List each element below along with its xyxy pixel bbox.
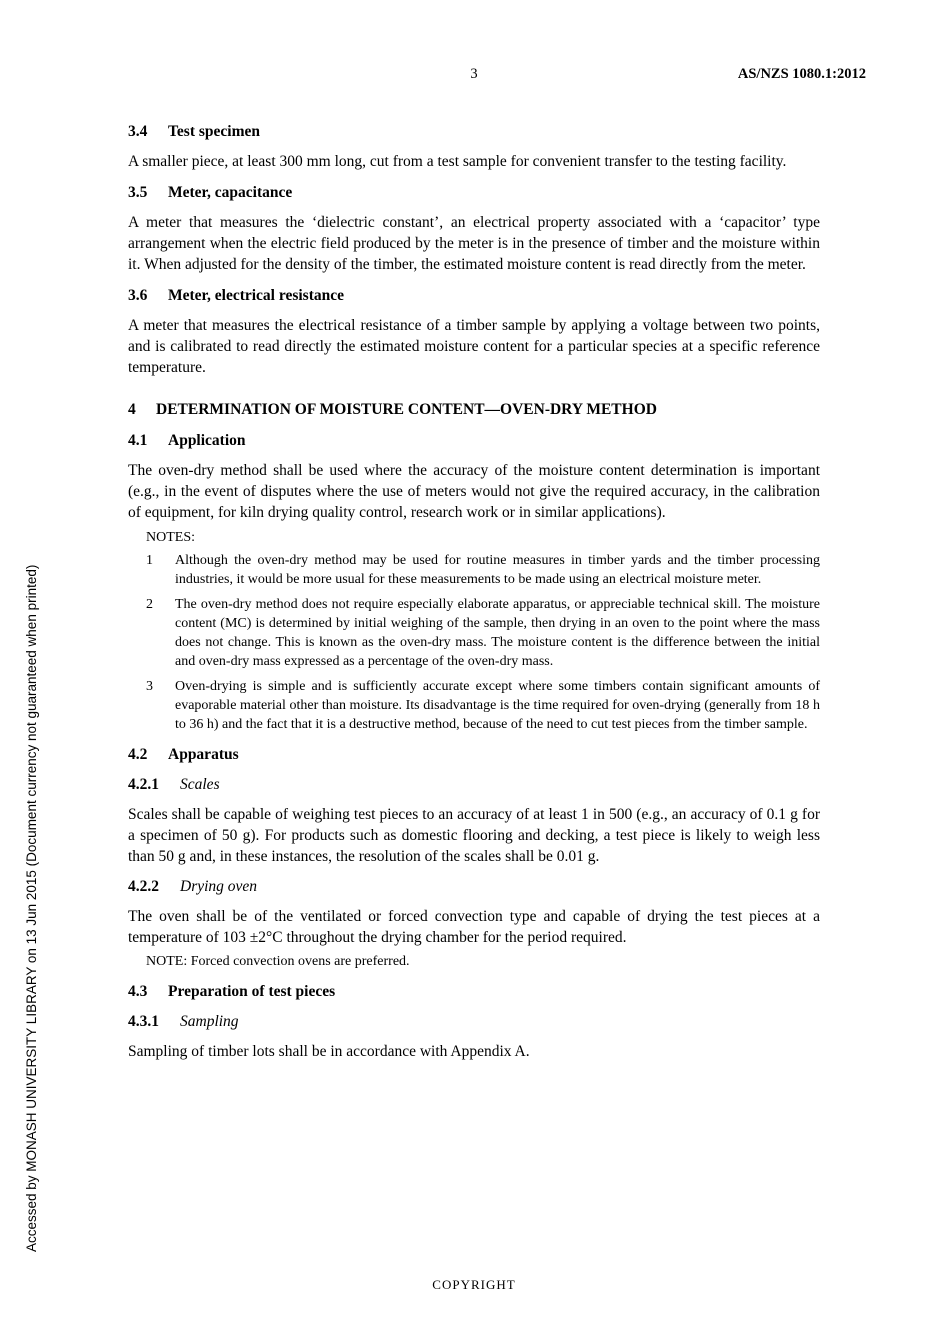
paragraph-4-1: The oven-dry method shall be used where the accuracy of the moisture content determination is important (e.g., in the event of disputes where the use of meters would not give the required accuracy, in the calibration of equipment, for kiln drying quality control, research work or in similar applications). [128,462,820,521]
clause-number: 3.5 [128,184,148,201]
library-access-note: Accessed by MONASH UNIVERSITY LIBRARY on 13 Jun 2015 (Document currency not guaranteed when printed) [24,564,39,1252]
subclause-heading-4-2-1 [128,774,820,795]
clause-heading-4-3 [128,981,820,1002]
clause-title: Apparatus [168,746,239,763]
doc-reference: AS/NZS 1080.1:2012 [737,66,866,82]
subclause-heading-4-3-1 [128,1011,820,1032]
note-number: 1 [146,553,153,568]
note-text: The oven-dry method does not require especially elaborate apparatus, or appreciable technical skill. The moisture content (MC) is determined by initial weighing of the sample, then drying in an oven to the point where the mass does not change. This is known as the oven-dry mass. The moisture content is the difference between the initial and oven-dry mass expressed as a percentage of the oven-dry mass. [175,597,820,669]
note-number: 2 [146,597,153,612]
copyright-label: COPYRIGHT [432,1277,516,1292]
subclause-title: Drying oven [180,878,258,895]
clause-title: Application [168,432,246,449]
clause-title: Preparation of test pieces [168,983,336,1000]
paragraph-3-4: A smaller piece, at least 300 mm long, cut from a test sample for convenient transfer to the testing facility. [128,153,787,170]
clause-title: Meter, electrical resistance [168,287,345,304]
notes-label: NOTES: [146,530,195,545]
page-header [128,66,866,86]
paragraph-3-6: A meter that measures the electrical resistance of a timber sample by applying a voltage between two points, and is calibrated to read directly the estimated moisture content for a particular species at a specific reference temperature. [128,317,820,376]
note-text: Oven-drying is simple and is sufficiently accurate except where some timbers contain significant amounts of evaporable material other than moisture. Its disadvantage is the time required for oven-drying (generally from 18 h to 36 h) and the fact that it is a destructive method, because of the need to cut test pieces from the timber sample. [175,679,820,732]
paragraph-4-3-1: Sampling of timber lots shall be in accordance with Appendix A. [128,1043,530,1060]
clause-heading-3-5 [128,182,820,203]
clause-number: 4.1 [128,432,148,449]
subclause-title: Sampling [180,1013,239,1030]
subclause-title: Scales [180,776,220,793]
subclause-number: 4.2.2 [128,878,159,895]
paragraph-4-2-1: Scales shall be capable of weighing test pieces to an accuracy of at least 1 in 500 (e.g., an accuracy of 0.1 g for a specimen of 50 g). For products such as domestic flooring and decking, a test piece is likely to weigh less than 50 g and, in these instances, the resolution of the scales shall be 0.01 g. [128,806,820,865]
note-4-2-2: NOTE: Forced convection ovens are preferred. [146,954,410,969]
clause-number: 4.2 [128,746,148,763]
note-number: 3 [146,679,153,694]
paragraph-4-2-2: The oven shall be of the ventilated or forced convection type and capable of drying the test pieces at a temperature of 103 ±2°C throughout the drying chamber for the period required. [128,908,820,946]
clause-number: 3.6 [128,287,148,304]
paragraph-3-5: A meter that measures the ‘dielectric constant’, an electrical property associated with a ‘capacitor’ type arrangement when the electric field produced by the meter is in the presence of timber and the moisture within it. When adjusted for the density of the timber, the estimated moisture content is read directly from the meter. [128,214,820,273]
note-item-1 [128,551,820,589]
clause-heading-4-2 [128,744,820,765]
document-content [128,111,820,1071]
section-title: DETERMINATION OF MOISTURE CONTENT—OVEN-DRY METHOD [156,401,657,418]
section-heading-4 [128,399,820,420]
clause-heading-3-6 [128,285,820,306]
clause-title: Meter, capacitance [168,184,293,201]
subclause-heading-4-2-2 [128,876,820,897]
subclause-number: 4.2.1 [128,776,159,793]
note-text: Although the oven-dry method may be used for routine measures in timber yards and the timber processing industries, it would be more usual for these measurements to be made using an electrical moisture meter. [175,553,820,587]
note-item-3 [128,677,820,734]
clause-title: Test specimen [168,123,260,140]
notes-block [128,528,820,734]
subclause-number: 4.3.1 [128,1013,159,1030]
clause-number: 3.4 [128,123,148,140]
page-number: 3 [470,66,478,82]
section-number: 4 [128,401,136,418]
clause-number: 4.3 [128,983,148,1000]
page-footer [128,1277,820,1293]
clause-heading-4-1 [128,430,820,451]
note-item-2 [128,595,820,671]
clause-heading-3-4 [128,121,820,142]
